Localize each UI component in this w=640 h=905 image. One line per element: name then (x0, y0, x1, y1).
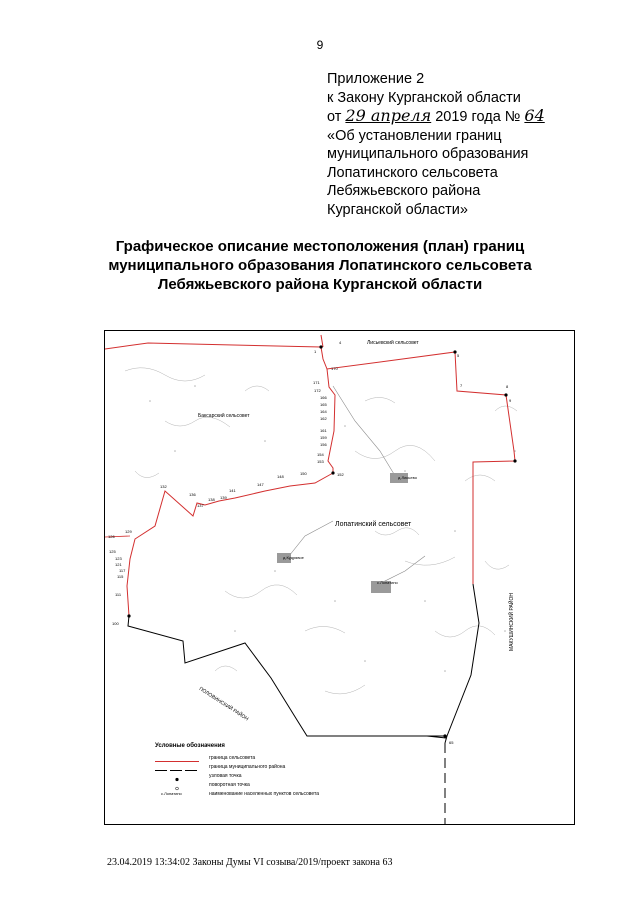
point-number: 4 (339, 340, 342, 345)
point-number: 139 (220, 495, 227, 500)
point-number: 164 (320, 409, 327, 414)
point-number: 121 (115, 562, 122, 567)
point-number: 165 (320, 402, 327, 407)
point-number: 170 (331, 366, 338, 371)
region-label-lisevsky: Лисьевский сельсовет (367, 340, 419, 346)
point-number: 100 (112, 621, 119, 626)
handwritten-law-number: 64 (524, 106, 545, 125)
settlement-label-kudryavo: д.Кудрявое (283, 555, 304, 560)
point-number: 172 (314, 388, 321, 393)
legend-item-label: граница сельсовета (209, 754, 256, 761)
point-number: 156 (320, 442, 327, 447)
point-number: 137 (197, 503, 204, 508)
map-legend (155, 743, 415, 798)
point-number: 129 (125, 529, 132, 534)
point-number: 111 (115, 592, 122, 597)
point-number: 154 (317, 452, 324, 457)
point-number: 132 (160, 484, 167, 489)
document-title (0, 237, 640, 294)
red-line-symbol (155, 753, 199, 762)
roads (285, 386, 425, 586)
appendix-line: к Закону Курганской области (327, 89, 521, 106)
legend-item-label: поворотная точка (209, 781, 250, 788)
point-number: 166 (320, 395, 327, 400)
legend-sample-label: с.Лопатино (161, 791, 182, 796)
legend-item (155, 780, 415, 789)
appendix-header (327, 70, 627, 219)
point-number: 162 (320, 416, 327, 421)
point-number: 125 (109, 549, 116, 554)
legend-item (155, 771, 415, 780)
point-number: 7 (460, 383, 463, 388)
appendix-line: Курганской области» (327, 201, 468, 218)
turning-point-symbol (155, 780, 199, 789)
point-number: 153 (317, 459, 324, 464)
point-number: 115 (117, 574, 124, 579)
point-number: 161 (320, 428, 327, 433)
legend-item-label: граница муниципального района (209, 763, 286, 770)
title-line: Лебяжьевского района Курганской области (157, 276, 483, 293)
footer-meta: 23.04.2019 13:34:02 Законы Думы VI созыва/2019/проект закона 63 (107, 857, 393, 868)
legend-title: Условные обозначения (155, 743, 225, 749)
point-number: 117 (119, 568, 126, 573)
appendix-line: Лопатинского сельсовета (327, 164, 498, 181)
point-number: 141 (229, 488, 236, 493)
region-label-lopatinsky: Лопатинский сельсовет (335, 521, 412, 528)
district-label-polovinsky: ПОЛОВИНСКИЙ РАЙОН (197, 686, 250, 723)
year-text: 2019 года № (435, 109, 521, 125)
nodal-point-symbol (155, 771, 199, 780)
settlement-label-lisevo: д.Лисьево (398, 475, 417, 480)
terrain-marks (149, 385, 516, 672)
selsovet-border (105, 335, 515, 616)
appendix-line: Лебяжьевского района (327, 183, 481, 199)
settlement-blocks (277, 473, 408, 593)
title-line: Графическое описание местоположения (план) границ (115, 238, 525, 255)
settlement-label-symbol (155, 789, 199, 798)
point-number: 136 (189, 492, 196, 497)
appendix-line: муниципального образования (327, 146, 529, 162)
handwritten-date: 29 апреля (345, 106, 432, 125)
boundary-map (104, 330, 575, 825)
point-number: 5 (457, 353, 460, 358)
point-number: 150 (300, 471, 307, 476)
district-label-makushinsky: МАКУШИНСКИЙ РАЙОН (509, 593, 515, 651)
point-number: 1 (314, 349, 317, 354)
point-number: 8 (506, 384, 509, 389)
point-number: 152 (337, 472, 344, 477)
region-label-baksarsky: Баксарский сельсовет (198, 413, 250, 419)
point-number: 126 (108, 534, 115, 539)
dashed-line-symbol (155, 762, 199, 771)
legend-item (155, 753, 415, 762)
page-number: 9 (316, 38, 324, 52)
title-line: муниципального образования Лопатинского сельсовета (108, 257, 532, 274)
point-number: 159 (320, 435, 327, 440)
point-number: 148 (277, 474, 284, 479)
legend-item (155, 762, 415, 771)
point-number: 171 (313, 380, 320, 385)
point-number: 9 (509, 398, 512, 403)
date-prefix: от (327, 109, 342, 125)
appendix-line: «Об установлении границ (327, 127, 502, 144)
point-number: 147 (257, 482, 264, 487)
appendix-date-line (327, 107, 627, 127)
legend-item-label: узловая точка (209, 772, 242, 779)
legend-item (155, 789, 415, 798)
appendix-line: Приложение 2 (327, 71, 425, 87)
point-number: 123 (115, 556, 122, 561)
legend-item-label: наименование населенных пунктов сельсовета (209, 790, 320, 797)
settlement-label-lopatino: с.Лопатино (377, 580, 398, 585)
point-number: 138 (208, 497, 215, 502)
point-number: 65 (449, 740, 454, 745)
